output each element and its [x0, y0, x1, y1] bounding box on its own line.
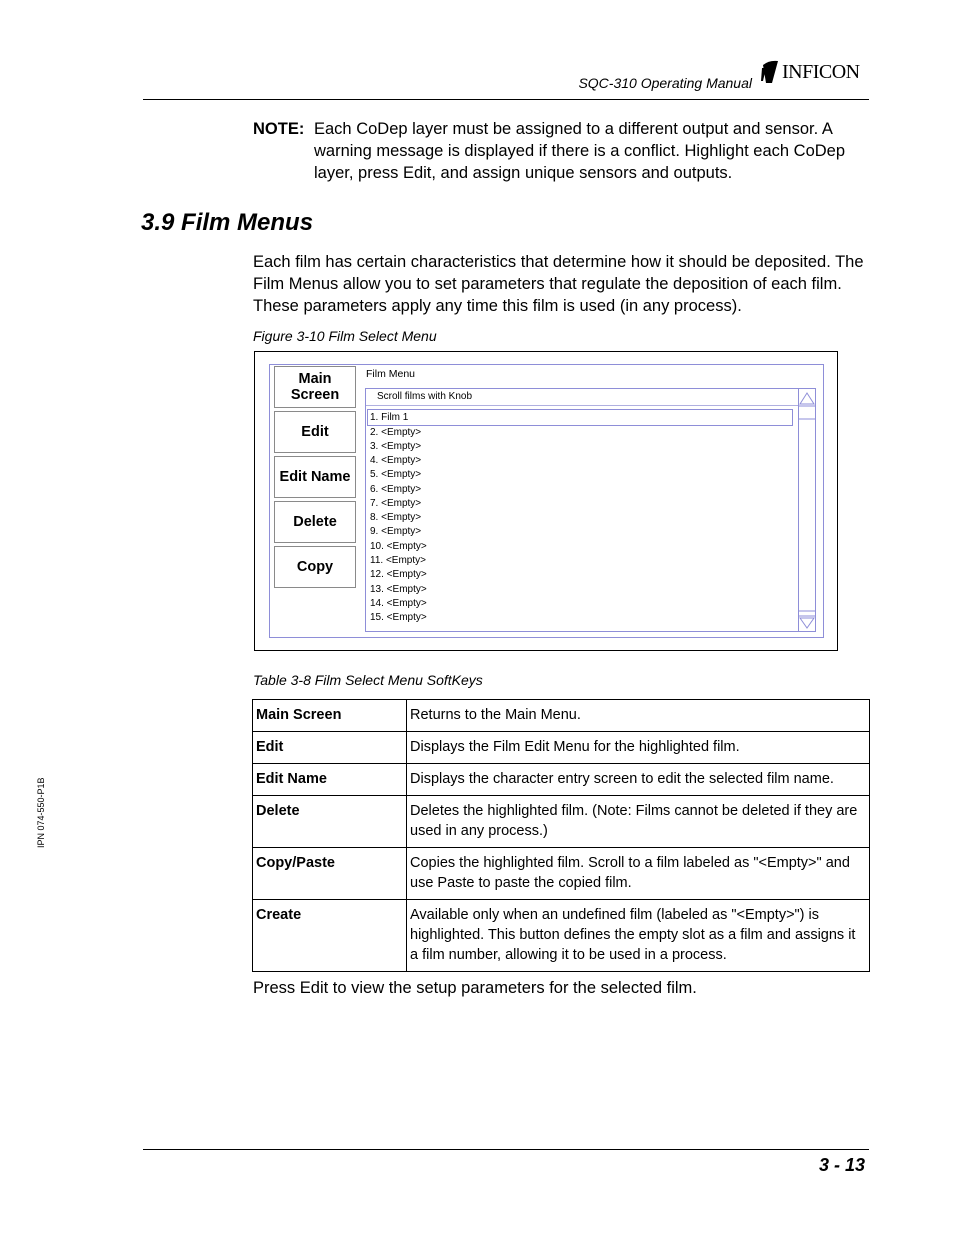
menu-title: Film Menu: [366, 368, 416, 380]
document-code: IPN 074-550-P1B: [36, 777, 46, 848]
table-row: [253, 848, 870, 900]
table-desc: Deletes the highlighted film. (Note: Films cannot be deleted if they are used in any process.): [407, 796, 870, 848]
note-label: NOTE:: [253, 120, 305, 138]
scroll-up-icon[interactable]: [799, 393, 815, 419]
table-key: Create: [253, 900, 407, 972]
table-row: [253, 764, 870, 796]
film-item[interactable]: 6. <Empty>: [370, 484, 422, 495]
film-item[interactable]: 5. <Empty>: [370, 469, 422, 480]
section-heading: 3.9 Film Menus: [141, 209, 314, 236]
logo-mark-icon: [760, 59, 782, 85]
softkey-edit-name[interactable]: Edit Name: [274, 456, 356, 498]
film-item[interactable]: 12. <Empty>: [370, 569, 427, 580]
softkey-main-screen[interactable]: Main Screen: [274, 366, 356, 408]
film-item[interactable]: 11. <Empty>: [370, 555, 426, 566]
table-key: Main Screen: [253, 700, 407, 732]
softkeys-table: [252, 699, 870, 972]
inficon-logo: [760, 58, 875, 86]
note-text: Each CoDep layer must be assigned to a different output and sensor. A warning message is displayed if there is a conflict. Highlight each CoDep layer, press Edit, and assign unique sensors and outputs.: [314, 120, 846, 182]
film-item[interactable]: 14. <Empty>: [370, 598, 427, 609]
footer-rule: [143, 1149, 869, 1150]
table-desc: Displays the character entry screen to edit the selected film name.: [407, 764, 870, 796]
film-item[interactable]: 7. <Empty>: [370, 498, 422, 509]
film-item[interactable]: 9. <Empty>: [370, 526, 422, 537]
page-number: 3 - 13: [818, 1155, 865, 1175]
table-row: [253, 732, 870, 764]
table-row: [253, 900, 870, 972]
film-item[interactable]: 8. <Empty>: [370, 512, 422, 523]
header-rule: [143, 99, 869, 100]
film-item[interactable]: 2. <Empty>: [370, 427, 422, 438]
scrollbar[interactable]: [798, 389, 815, 631]
film-item[interactable]: 1. Film 1: [370, 412, 409, 423]
intro-paragraph: Each film has certain characteristics that determine how it should be deposited. The Film Menus allow you to set parameters that regulate the deposition of each film. These parameters apply any time this film is used (in any process).: [253, 253, 864, 315]
softkey-delete[interactable]: Delete: [274, 501, 356, 543]
scroll-down-icon[interactable]: [799, 611, 815, 628]
film-item[interactable]: 3. <Empty>: [370, 441, 422, 452]
film-selection-highlight: [367, 409, 793, 426]
table-row: [253, 796, 870, 848]
table-key: Delete: [253, 796, 407, 848]
note-block: [253, 118, 873, 184]
table-desc: Returns to the Main Menu.: [407, 700, 870, 732]
manual-title: SQC-310 Operating Manual: [578, 75, 752, 91]
table-key: Copy/Paste: [253, 848, 407, 900]
table-desc: Displays the Film Edit Menu for the highlighted film.: [407, 732, 870, 764]
list-header: Scroll films with Knob: [377, 391, 473, 402]
softkey-edit[interactable]: Edit: [274, 411, 356, 453]
table-caption: Table 3-8 Film Select Menu SoftKeys: [253, 672, 483, 688]
softkey-copy[interactable]: Copy: [274, 546, 356, 588]
film-item[interactable]: 15. <Empty>: [370, 612, 427, 623]
table-desc: Available only when an undefined film (labeled as "<Empty>") is highlighted. This button defines the empty slot as a film and assigns it a film number, allowing it to be used in a process.: [407, 900, 870, 972]
film-item[interactable]: 13. <Empty>: [370, 584, 427, 595]
list-header-divider: [366, 405, 798, 406]
table-desc: Copies the highlighted film. Scroll to a film labeled as "<Empty>" and use Paste to paste the copied film.: [407, 848, 870, 900]
film-item[interactable]: 4. <Empty>: [370, 455, 422, 466]
closing-paragraph: Press Edit to view the setup parameters for the selected film.: [253, 979, 697, 997]
table-key: Edit Name: [253, 764, 407, 796]
film-item[interactable]: 10. <Empty>: [370, 541, 427, 552]
brand-name: INFICON: [782, 61, 860, 83]
table-key: Edit: [253, 732, 407, 764]
table-row: [253, 700, 870, 732]
figure-caption: Figure 3-10 Film Select Menu: [253, 328, 437, 344]
